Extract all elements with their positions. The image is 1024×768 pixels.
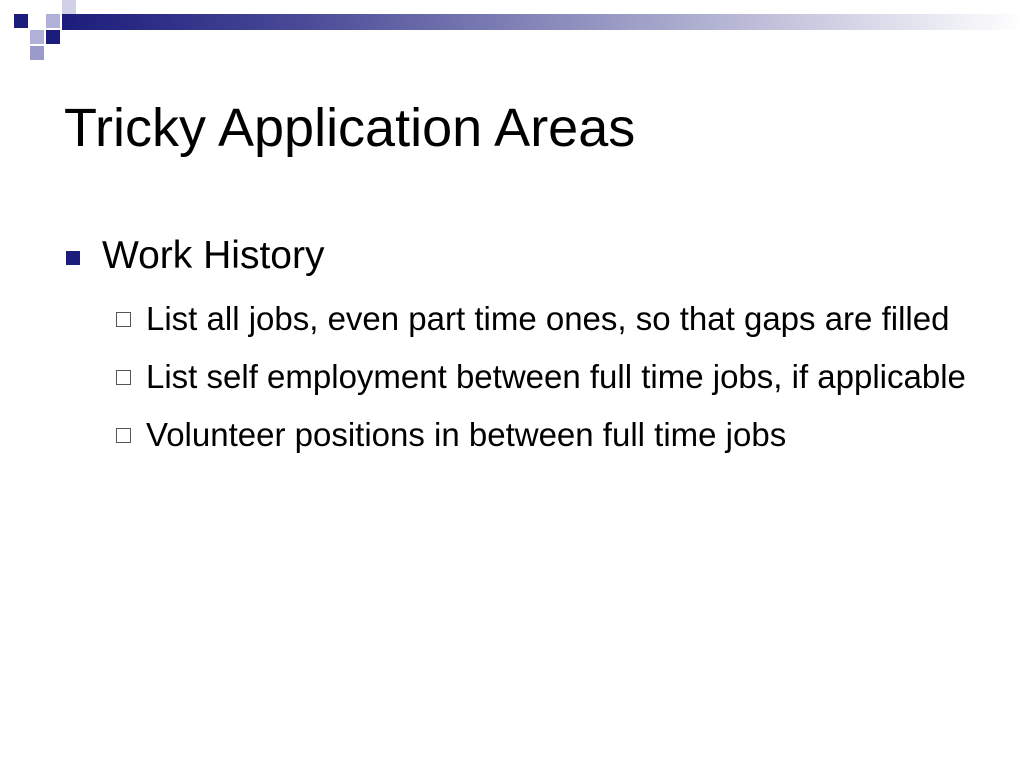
- hollow-square-icon: [116, 312, 131, 327]
- decor-square-icon: [46, 30, 60, 44]
- sub-bullet-text: List all jobs, even part time ones, so that gaps are filled: [146, 300, 950, 337]
- sub-bullet-text: Volunteer positions in between full time jobs: [146, 416, 787, 453]
- hollow-square-icon: [116, 370, 131, 385]
- bullet-list: [64, 230, 964, 282]
- slide-title: Tricky Application Areas: [64, 98, 636, 158]
- sub-bullet-item: [116, 412, 976, 458]
- decor-square-icon: [30, 30, 44, 44]
- bullet-item: [64, 230, 964, 282]
- sub-bullet-list: [116, 296, 976, 470]
- hollow-square-icon: [116, 428, 131, 443]
- header-decoration: [0, 0, 1024, 62]
- sub-bullet-text: List self employment between full time jobs, if applicable: [146, 358, 966, 395]
- decor-square-icon: [46, 14, 60, 28]
- sub-bullet-item: [116, 354, 976, 400]
- header-gradient-bar: [62, 14, 1024, 30]
- decor-square-icon: [30, 46, 44, 60]
- decor-square-icon: [14, 14, 28, 28]
- filled-square-icon: [66, 251, 80, 265]
- decor-square-icon: [62, 0, 76, 14]
- sub-bullet-item: [116, 296, 976, 342]
- bullet-text: Work History: [102, 234, 325, 277]
